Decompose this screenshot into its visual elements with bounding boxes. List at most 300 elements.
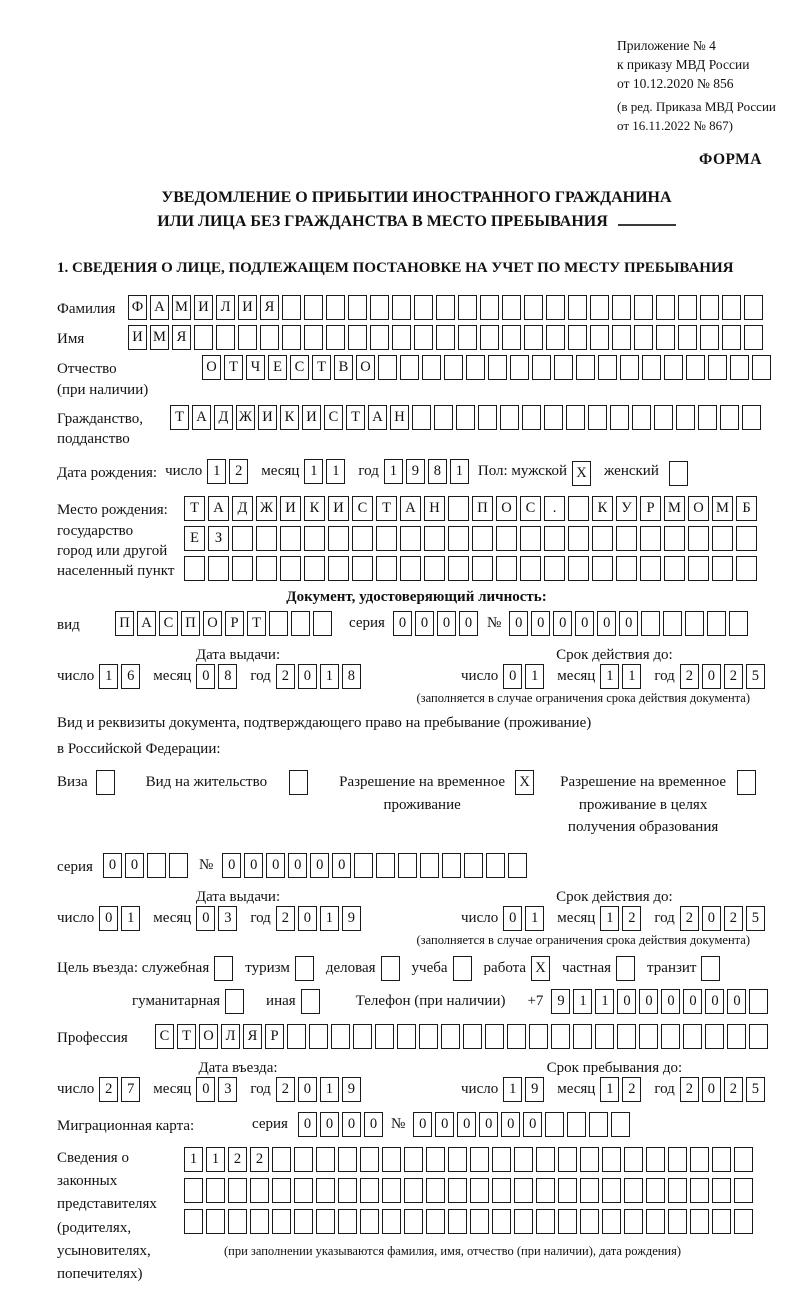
char-cell[interactable] bbox=[624, 1209, 643, 1234]
char-cell[interactable]: 5 bbox=[746, 664, 765, 689]
char-cell[interactable] bbox=[712, 1147, 731, 1172]
char-cell[interactable]: 0 bbox=[523, 1112, 542, 1137]
char-cell[interactable]: 0 bbox=[298, 664, 317, 689]
char-cell[interactable]: 1 bbox=[320, 1077, 339, 1102]
char-cell[interactable]: 0 bbox=[617, 989, 636, 1014]
char-cell[interactable] bbox=[492, 1178, 511, 1203]
char-cell[interactable]: 2 bbox=[99, 1077, 118, 1102]
char-cell[interactable]: Т bbox=[177, 1024, 196, 1049]
char-cell[interactable] bbox=[458, 295, 477, 320]
char-cell[interactable] bbox=[464, 853, 483, 878]
char-cell[interactable]: С bbox=[324, 405, 343, 430]
char-cell[interactable] bbox=[708, 355, 727, 380]
char-cell[interactable] bbox=[736, 526, 757, 551]
char-cell[interactable] bbox=[536, 1178, 555, 1203]
char-cell[interactable] bbox=[654, 405, 673, 430]
char-cell[interactable] bbox=[441, 1024, 460, 1049]
char-cell[interactable] bbox=[588, 405, 607, 430]
char-cell[interactable] bbox=[640, 526, 661, 551]
char-cell[interactable] bbox=[426, 1209, 445, 1234]
char-cell[interactable]: И bbox=[302, 405, 321, 430]
char-cell[interactable]: 9 bbox=[525, 1077, 544, 1102]
char-cell[interactable] bbox=[546, 295, 565, 320]
char-cell[interactable] bbox=[749, 989, 768, 1014]
char-cell[interactable] bbox=[496, 526, 517, 551]
char-cell[interactable] bbox=[592, 526, 613, 551]
char-cell[interactable] bbox=[304, 295, 323, 320]
char-cell[interactable] bbox=[656, 295, 675, 320]
char-cell[interactable] bbox=[456, 405, 475, 430]
char-cell[interactable] bbox=[426, 1178, 445, 1203]
char-cell[interactable] bbox=[392, 295, 411, 320]
char-cell[interactable]: 0 bbox=[222, 853, 241, 878]
char-cell[interactable] bbox=[492, 1147, 511, 1172]
char-cell[interactable] bbox=[348, 325, 367, 350]
char-cell[interactable] bbox=[360, 1209, 379, 1234]
char-cell[interactable] bbox=[529, 1024, 548, 1049]
char-cell[interactable] bbox=[376, 556, 397, 581]
char-cell[interactable] bbox=[228, 1178, 247, 1203]
char-cell[interactable]: 0 bbox=[437, 611, 456, 636]
char-cell[interactable]: И bbox=[258, 405, 277, 430]
char-cell[interactable] bbox=[436, 325, 455, 350]
char-cell[interactable] bbox=[282, 295, 301, 320]
char-cell[interactable]: 0 bbox=[196, 906, 215, 931]
char-cell[interactable] bbox=[568, 325, 587, 350]
char-cell[interactable]: 0 bbox=[298, 906, 317, 931]
char-cell[interactable] bbox=[661, 1024, 680, 1049]
char-cell[interactable] bbox=[688, 556, 709, 581]
char-cell[interactable] bbox=[520, 526, 541, 551]
char-cell[interactable] bbox=[712, 526, 733, 551]
char-cell[interactable] bbox=[250, 1178, 269, 1203]
char-cell[interactable] bbox=[444, 355, 463, 380]
char-cell[interactable] bbox=[611, 1112, 630, 1137]
char-cell[interactable] bbox=[352, 526, 373, 551]
char-cell[interactable]: 1 bbox=[121, 906, 140, 931]
char-cell[interactable] bbox=[400, 556, 421, 581]
char-cell[interactable]: Т bbox=[224, 355, 243, 380]
char-cell[interactable]: 0 bbox=[503, 664, 522, 689]
char-cell[interactable]: 1 bbox=[206, 1147, 225, 1172]
char-cell[interactable] bbox=[685, 611, 704, 636]
char-cell[interactable] bbox=[269, 611, 288, 636]
char-cell[interactable]: 1 bbox=[600, 906, 619, 931]
char-cell[interactable]: 3 bbox=[218, 1077, 237, 1102]
char-cell[interactable]: 2 bbox=[622, 1077, 641, 1102]
char-cell[interactable] bbox=[595, 1024, 614, 1049]
char-cell[interactable] bbox=[169, 853, 188, 878]
char-cell[interactable] bbox=[400, 526, 421, 551]
char-cell[interactable]: М bbox=[172, 295, 191, 320]
char-cell[interactable] bbox=[567, 1112, 586, 1137]
char-cell[interactable] bbox=[580, 1209, 599, 1234]
char-cell[interactable] bbox=[568, 556, 589, 581]
char-cell[interactable] bbox=[602, 1209, 621, 1234]
sex-male-checkbox[interactable]: X bbox=[572, 461, 591, 486]
char-cell[interactable] bbox=[392, 325, 411, 350]
char-cell[interactable] bbox=[617, 1024, 636, 1049]
char-cell[interactable]: 1 bbox=[525, 906, 544, 931]
char-cell[interactable] bbox=[664, 526, 685, 551]
char-cell[interactable]: 1 bbox=[304, 459, 323, 484]
char-cell[interactable] bbox=[304, 526, 325, 551]
char-cell[interactable] bbox=[375, 1024, 394, 1049]
char-cell[interactable]: 0 bbox=[413, 1112, 432, 1137]
char-cell[interactable]: 2 bbox=[229, 459, 248, 484]
char-cell[interactable] bbox=[424, 526, 445, 551]
char-cell[interactable]: 0 bbox=[310, 853, 329, 878]
char-cell[interactable]: И bbox=[194, 295, 213, 320]
char-cell[interactable] bbox=[480, 295, 499, 320]
char-cell[interactable]: А bbox=[400, 496, 421, 521]
char-cell[interactable] bbox=[616, 526, 637, 551]
char-cell[interactable] bbox=[646, 1147, 665, 1172]
char-cell[interactable]: 0 bbox=[103, 853, 122, 878]
char-cell[interactable]: М bbox=[150, 325, 169, 350]
char-cell[interactable]: Т bbox=[312, 355, 331, 380]
char-cell[interactable]: К bbox=[280, 405, 299, 430]
char-cell[interactable] bbox=[700, 295, 719, 320]
char-cell[interactable]: 0 bbox=[727, 989, 746, 1014]
char-cell[interactable] bbox=[592, 556, 613, 581]
char-cell[interactable] bbox=[382, 1178, 401, 1203]
char-cell[interactable]: 1 bbox=[503, 1077, 522, 1102]
char-cell[interactable] bbox=[634, 325, 653, 350]
char-cell[interactable]: 0 bbox=[298, 1112, 317, 1137]
purpose-private-checkbox[interactable] bbox=[616, 956, 635, 981]
char-cell[interactable] bbox=[566, 405, 585, 430]
char-cell[interactable] bbox=[184, 1209, 203, 1234]
char-cell[interactable] bbox=[639, 1024, 658, 1049]
char-cell[interactable] bbox=[338, 1209, 357, 1234]
char-cell[interactable] bbox=[727, 1024, 746, 1049]
char-cell[interactable]: 0 bbox=[364, 1112, 383, 1137]
char-cell[interactable]: 7 bbox=[121, 1077, 140, 1102]
char-cell[interactable]: 0 bbox=[702, 664, 721, 689]
char-cell[interactable] bbox=[554, 355, 573, 380]
char-cell[interactable] bbox=[419, 1024, 438, 1049]
char-cell[interactable] bbox=[194, 325, 213, 350]
char-cell[interactable] bbox=[624, 1147, 643, 1172]
char-cell[interactable] bbox=[744, 325, 763, 350]
char-cell[interactable]: О bbox=[203, 611, 222, 636]
char-cell[interactable] bbox=[663, 611, 682, 636]
char-cell[interactable] bbox=[546, 325, 565, 350]
char-cell[interactable]: Т bbox=[170, 405, 189, 430]
char-cell[interactable]: 0 bbox=[415, 611, 434, 636]
char-cell[interactable]: В bbox=[334, 355, 353, 380]
char-cell[interactable] bbox=[287, 1024, 306, 1049]
char-cell[interactable] bbox=[590, 295, 609, 320]
char-cell[interactable] bbox=[690, 1147, 709, 1172]
char-cell[interactable] bbox=[646, 1178, 665, 1203]
char-cell[interactable] bbox=[448, 496, 469, 521]
char-cell[interactable] bbox=[208, 556, 229, 581]
purpose-business-checkbox[interactable] bbox=[381, 956, 400, 981]
char-cell[interactable]: 0 bbox=[342, 1112, 361, 1137]
char-cell[interactable]: Ж bbox=[236, 405, 255, 430]
purpose-study-checkbox[interactable] bbox=[453, 956, 472, 981]
char-cell[interactable]: О bbox=[199, 1024, 218, 1049]
char-cell[interactable] bbox=[558, 1178, 577, 1203]
char-cell[interactable]: 0 bbox=[619, 611, 638, 636]
char-cell[interactable] bbox=[256, 526, 277, 551]
char-cell[interactable]: Б bbox=[736, 496, 757, 521]
char-cell[interactable] bbox=[352, 556, 373, 581]
char-cell[interactable] bbox=[470, 1178, 489, 1203]
char-cell[interactable]: 0 bbox=[244, 853, 263, 878]
char-cell[interactable]: Я bbox=[260, 295, 279, 320]
char-cell[interactable]: Е bbox=[184, 526, 205, 551]
char-cell[interactable] bbox=[370, 325, 389, 350]
char-cell[interactable] bbox=[668, 1209, 687, 1234]
char-cell[interactable]: О bbox=[688, 496, 709, 521]
char-cell[interactable]: С bbox=[520, 496, 541, 521]
char-cell[interactable] bbox=[678, 295, 697, 320]
char-cell[interactable] bbox=[360, 1147, 379, 1172]
char-cell[interactable] bbox=[326, 325, 345, 350]
char-cell[interactable] bbox=[466, 355, 485, 380]
char-cell[interactable] bbox=[328, 526, 349, 551]
char-cell[interactable]: 1 bbox=[573, 989, 592, 1014]
char-cell[interactable]: 1 bbox=[450, 459, 469, 484]
char-cell[interactable]: Я bbox=[172, 325, 191, 350]
char-cell[interactable] bbox=[470, 1147, 489, 1172]
char-cell[interactable]: 0 bbox=[531, 611, 550, 636]
char-cell[interactable] bbox=[536, 1147, 555, 1172]
char-cell[interactable]: 0 bbox=[99, 906, 118, 931]
char-cell[interactable]: Т bbox=[184, 496, 205, 521]
char-cell[interactable] bbox=[370, 295, 389, 320]
char-cell[interactable] bbox=[404, 1147, 423, 1172]
char-cell[interactable]: А bbox=[368, 405, 387, 430]
char-cell[interactable] bbox=[544, 556, 565, 581]
char-cell[interactable] bbox=[478, 405, 497, 430]
char-cell[interactable] bbox=[376, 526, 397, 551]
char-cell[interactable] bbox=[700, 325, 719, 350]
char-cell[interactable] bbox=[316, 1209, 335, 1234]
char-cell[interactable]: П bbox=[115, 611, 134, 636]
char-cell[interactable]: К bbox=[304, 496, 325, 521]
char-cell[interactable] bbox=[316, 1178, 335, 1203]
char-cell[interactable] bbox=[398, 853, 417, 878]
purpose-transit-checkbox[interactable] bbox=[701, 956, 720, 981]
char-cell[interactable] bbox=[328, 556, 349, 581]
char-cell[interactable]: 2 bbox=[276, 664, 295, 689]
char-cell[interactable] bbox=[712, 1209, 731, 1234]
char-cell[interactable] bbox=[573, 1024, 592, 1049]
char-cell[interactable]: 0 bbox=[705, 989, 724, 1014]
char-cell[interactable] bbox=[382, 1209, 401, 1234]
char-cell[interactable] bbox=[404, 1178, 423, 1203]
purpose-official-checkbox[interactable] bbox=[214, 956, 233, 981]
char-cell[interactable] bbox=[616, 556, 637, 581]
char-cell[interactable] bbox=[730, 355, 749, 380]
char-cell[interactable]: 5 bbox=[746, 906, 765, 931]
char-cell[interactable] bbox=[602, 1147, 621, 1172]
char-cell[interactable] bbox=[448, 526, 469, 551]
char-cell[interactable]: 2 bbox=[276, 1077, 295, 1102]
char-cell[interactable] bbox=[690, 1178, 709, 1203]
char-cell[interactable]: 0 bbox=[553, 611, 572, 636]
char-cell[interactable] bbox=[500, 405, 519, 430]
char-cell[interactable] bbox=[686, 355, 705, 380]
char-cell[interactable]: Р bbox=[640, 496, 661, 521]
char-cell[interactable] bbox=[488, 355, 507, 380]
char-cell[interactable] bbox=[232, 526, 253, 551]
char-cell[interactable]: 0 bbox=[509, 611, 528, 636]
char-cell[interactable] bbox=[612, 325, 631, 350]
purpose-work-checkbox[interactable]: X bbox=[531, 956, 550, 981]
char-cell[interactable] bbox=[544, 405, 563, 430]
char-cell[interactable] bbox=[580, 1147, 599, 1172]
char-cell[interactable] bbox=[676, 405, 695, 430]
char-cell[interactable]: У bbox=[616, 496, 637, 521]
char-cell[interactable] bbox=[545, 1112, 564, 1137]
char-cell[interactable] bbox=[632, 405, 651, 430]
char-cell[interactable]: 1 bbox=[384, 459, 403, 484]
char-cell[interactable] bbox=[598, 355, 617, 380]
char-cell[interactable]: С bbox=[155, 1024, 174, 1049]
char-cell[interactable] bbox=[316, 1147, 335, 1172]
char-cell[interactable] bbox=[722, 325, 741, 350]
char-cell[interactable] bbox=[472, 556, 493, 581]
char-cell[interactable]: 0 bbox=[459, 611, 478, 636]
char-cell[interactable] bbox=[610, 405, 629, 430]
char-cell[interactable] bbox=[664, 556, 685, 581]
char-cell[interactable]: О bbox=[356, 355, 375, 380]
char-cell[interactable] bbox=[436, 295, 455, 320]
char-cell[interactable]: 0 bbox=[503, 906, 522, 931]
visa-checkbox[interactable] bbox=[96, 770, 115, 795]
char-cell[interactable] bbox=[354, 853, 373, 878]
char-cell[interactable] bbox=[382, 1147, 401, 1172]
char-cell[interactable]: 8 bbox=[428, 459, 447, 484]
char-cell[interactable] bbox=[496, 556, 517, 581]
char-cell[interactable] bbox=[291, 611, 310, 636]
char-cell[interactable]: 0 bbox=[479, 1112, 498, 1137]
char-cell[interactable] bbox=[729, 611, 748, 636]
char-cell[interactable]: 8 bbox=[218, 664, 237, 689]
char-cell[interactable]: Т bbox=[247, 611, 266, 636]
char-cell[interactable]: П bbox=[472, 496, 493, 521]
char-cell[interactable] bbox=[272, 1178, 291, 1203]
char-cell[interactable] bbox=[683, 1024, 702, 1049]
char-cell[interactable] bbox=[360, 1178, 379, 1203]
char-cell[interactable] bbox=[520, 556, 541, 581]
char-cell[interactable]: Т bbox=[346, 405, 365, 430]
char-cell[interactable] bbox=[705, 1024, 724, 1049]
char-cell[interactable]: И bbox=[128, 325, 147, 350]
char-cell[interactable] bbox=[412, 405, 431, 430]
char-cell[interactable] bbox=[514, 1209, 533, 1234]
char-cell[interactable] bbox=[612, 295, 631, 320]
char-cell[interactable] bbox=[707, 611, 726, 636]
char-cell[interactable] bbox=[668, 1147, 687, 1172]
char-cell[interactable] bbox=[353, 1024, 372, 1049]
char-cell[interactable] bbox=[749, 1024, 768, 1049]
char-cell[interactable]: О bbox=[202, 355, 221, 380]
residence-permit-checkbox[interactable] bbox=[289, 770, 308, 795]
char-cell[interactable] bbox=[232, 556, 253, 581]
char-cell[interactable] bbox=[568, 496, 589, 521]
char-cell[interactable] bbox=[536, 1209, 555, 1234]
char-cell[interactable]: М bbox=[712, 496, 733, 521]
char-cell[interactable] bbox=[514, 1147, 533, 1172]
char-cell[interactable]: Ф bbox=[128, 295, 147, 320]
temp-residence-edu-checkbox[interactable] bbox=[737, 770, 756, 795]
char-cell[interactable]: 1 bbox=[595, 989, 614, 1014]
char-cell[interactable]: 0 bbox=[125, 853, 144, 878]
char-cell[interactable] bbox=[414, 295, 433, 320]
char-cell[interactable] bbox=[184, 556, 205, 581]
char-cell[interactable]: Р bbox=[265, 1024, 284, 1049]
char-cell[interactable]: А bbox=[150, 295, 169, 320]
char-cell[interactable] bbox=[624, 1178, 643, 1203]
char-cell[interactable]: Л bbox=[221, 1024, 240, 1049]
char-cell[interactable] bbox=[589, 1112, 608, 1137]
char-cell[interactable] bbox=[642, 355, 661, 380]
char-cell[interactable] bbox=[326, 295, 345, 320]
char-cell[interactable]: 2 bbox=[724, 906, 743, 931]
char-cell[interactable] bbox=[620, 355, 639, 380]
char-cell[interactable] bbox=[304, 325, 323, 350]
char-cell[interactable] bbox=[744, 295, 763, 320]
char-cell[interactable]: 0 bbox=[393, 611, 412, 636]
char-cell[interactable] bbox=[712, 1178, 731, 1203]
char-cell[interactable]: 0 bbox=[683, 989, 702, 1014]
char-cell[interactable] bbox=[514, 1178, 533, 1203]
char-cell[interactable]: М bbox=[664, 496, 685, 521]
char-cell[interactable] bbox=[256, 556, 277, 581]
char-cell[interactable] bbox=[304, 556, 325, 581]
char-cell[interactable] bbox=[734, 1209, 753, 1234]
char-cell[interactable]: 2 bbox=[622, 906, 641, 931]
char-cell[interactable] bbox=[404, 1209, 423, 1234]
char-cell[interactable]: Д bbox=[214, 405, 233, 430]
char-cell[interactable]: 9 bbox=[406, 459, 425, 484]
char-cell[interactable]: Ч bbox=[246, 355, 265, 380]
char-cell[interactable]: 2 bbox=[680, 1077, 699, 1102]
char-cell[interactable]: З bbox=[208, 526, 229, 551]
char-cell[interactable]: 1 bbox=[320, 664, 339, 689]
char-cell[interactable]: 0 bbox=[575, 611, 594, 636]
char-cell[interactable] bbox=[294, 1209, 313, 1234]
char-cell[interactable] bbox=[448, 1178, 467, 1203]
char-cell[interactable]: 6 bbox=[121, 664, 140, 689]
char-cell[interactable] bbox=[463, 1024, 482, 1049]
char-cell[interactable] bbox=[434, 405, 453, 430]
char-cell[interactable] bbox=[378, 355, 397, 380]
char-cell[interactable]: . bbox=[544, 496, 565, 521]
char-cell[interactable]: 1 bbox=[184, 1147, 203, 1172]
char-cell[interactable]: С bbox=[352, 496, 373, 521]
char-cell[interactable] bbox=[480, 325, 499, 350]
char-cell[interactable]: 0 bbox=[597, 611, 616, 636]
char-cell[interactable] bbox=[690, 1209, 709, 1234]
char-cell[interactable] bbox=[424, 556, 445, 581]
purpose-humanitarian-checkbox[interactable] bbox=[225, 989, 244, 1014]
char-cell[interactable] bbox=[294, 1147, 313, 1172]
char-cell[interactable] bbox=[280, 526, 301, 551]
char-cell[interactable] bbox=[641, 611, 660, 636]
char-cell[interactable] bbox=[551, 1024, 570, 1049]
char-cell[interactable] bbox=[524, 325, 543, 350]
char-cell[interactable] bbox=[634, 295, 653, 320]
char-cell[interactable] bbox=[294, 1178, 313, 1203]
char-cell[interactable] bbox=[147, 853, 166, 878]
